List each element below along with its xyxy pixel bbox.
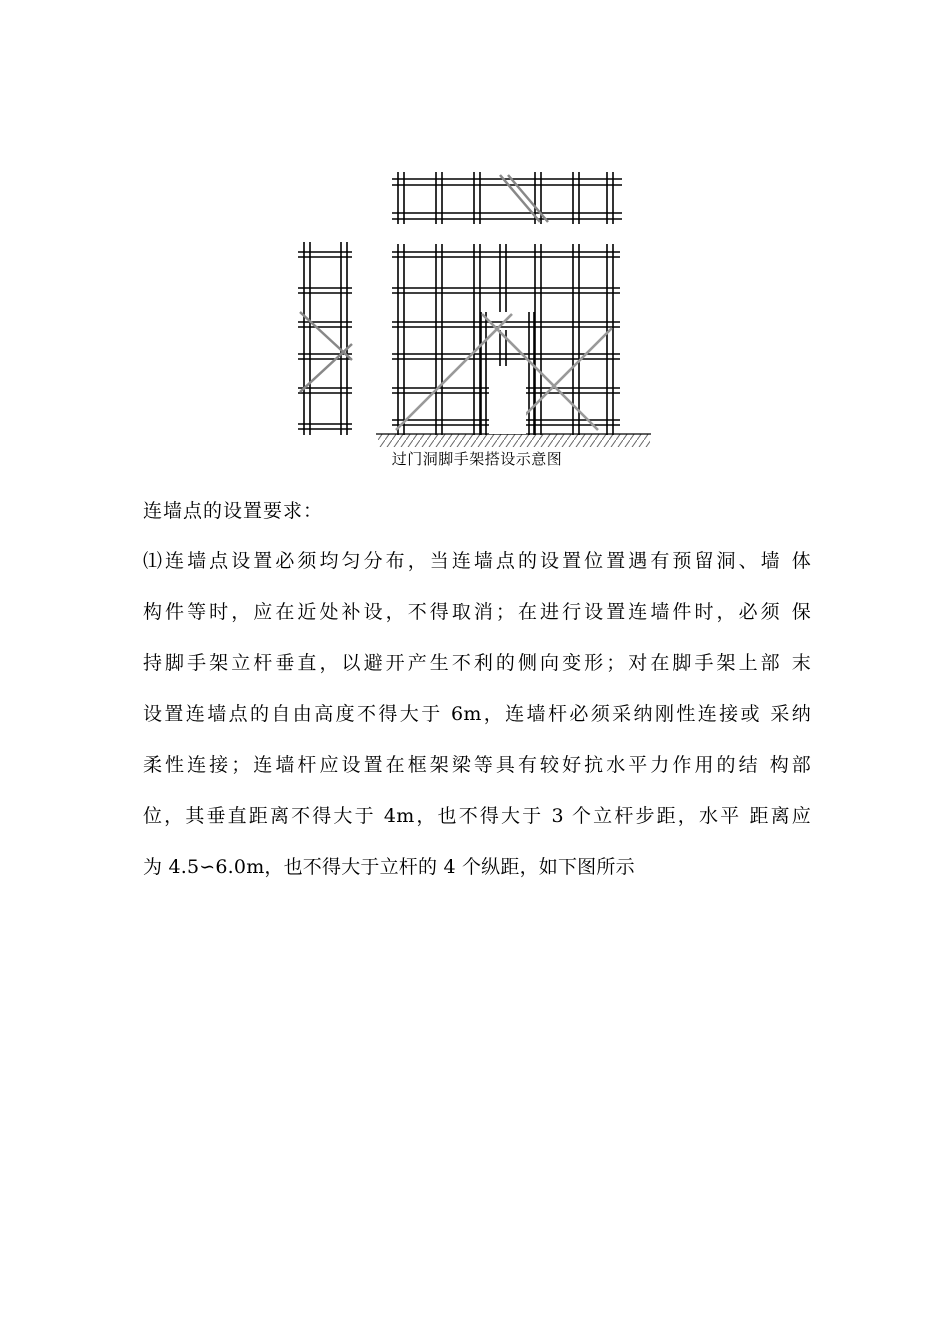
- paragraph-line: ⑴连墙点设置必须均匀分布，当连墙点的设置位置遇有预留洞、墙 体: [143, 550, 811, 572]
- paragraph-line: 设置连墙点的自由高度不得大于 6m，连墙杆必须采纳刚性连接或 采纳: [143, 703, 811, 725]
- side-scaffold: [298, 242, 352, 435]
- top-scaffold: [392, 172, 622, 224]
- section-heading: 连墙点的设置要求：: [143, 500, 324, 522]
- scaffold-diagram: [0, 0, 950, 470]
- paragraph-line: 构件等时，应在近处补设，不得取消；在进行设置连墙件时，必须 保: [143, 601, 811, 623]
- paragraph-line: 为 4.5∽6.0m，也不得大于立杆的 4 个纵距，如下图所示: [143, 856, 635, 878]
- ground-line: [376, 434, 651, 447]
- paragraph-line: 柔性连接；连墙杆应设置在框架梁等具有较好抗水平力作用的结 构部: [143, 754, 811, 776]
- door-opening: [489, 368, 526, 434]
- paragraph-line: 持脚手架立杆垂直，以避开产生不利的侧向变形；对在脚手架上部 末: [143, 652, 811, 674]
- paragraph-line: 位，其垂直距离不得大于 4m，也不得大于 3 个立杆步距，水平 距离应: [143, 805, 811, 827]
- figure-caption: 过门洞脚手架搭设示意图: [391, 450, 563, 468]
